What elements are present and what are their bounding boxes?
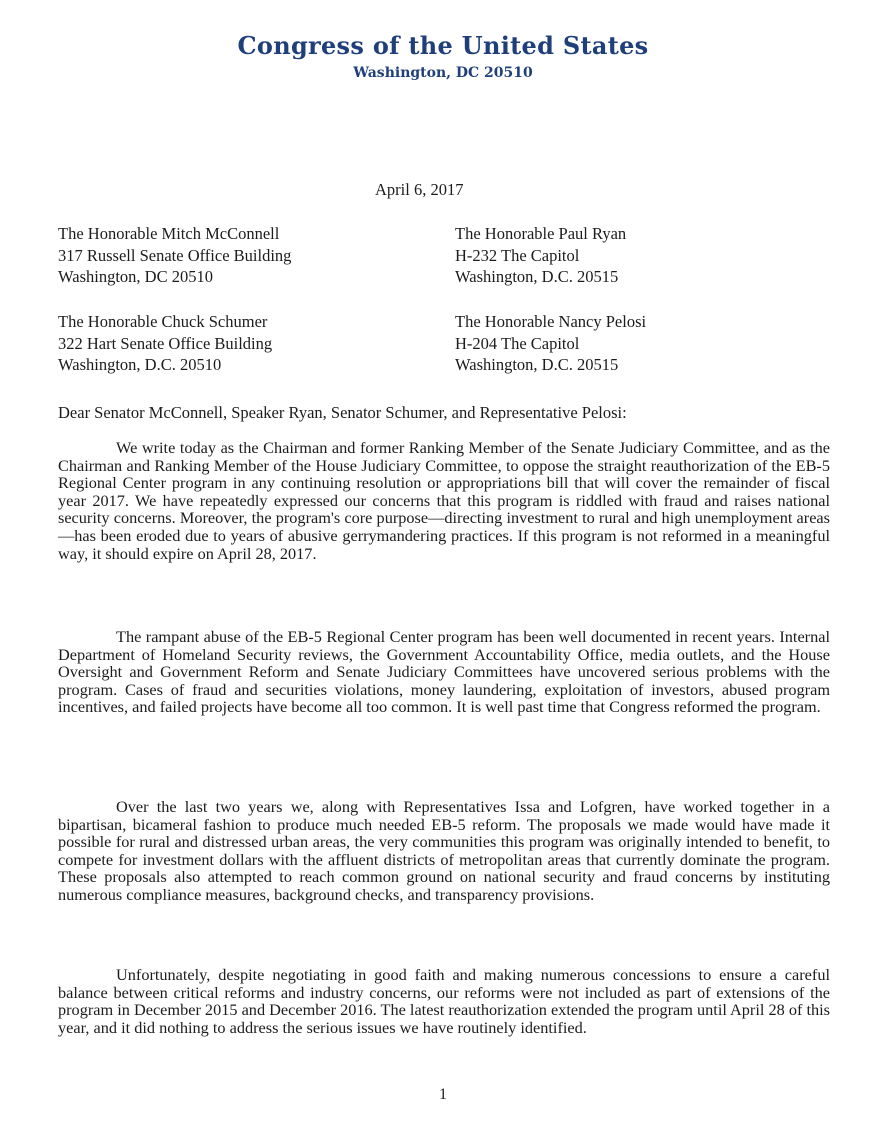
page-number: 1 bbox=[439, 1086, 447, 1103]
recipient-address: H-204 The Capitol bbox=[455, 333, 580, 353]
recipient-block-schumer bbox=[58, 311, 272, 376]
recipient-city: Washington, D.C. 20515 bbox=[455, 355, 619, 374]
recipient-name: The Honorable Nancy Pelosi bbox=[455, 312, 647, 331]
recipient-name: The Honorable Paul Ryan bbox=[455, 224, 627, 243]
recipient-city: Washington, DC 20510 bbox=[58, 267, 213, 286]
letter-date: April 6, 2017 bbox=[375, 180, 464, 199]
salutation: Dear Senator McConnell, Speaker Ryan, Senator Schumer, and Representative Pelosi: bbox=[58, 403, 627, 422]
recipient-city: Washington, D.C. 20510 bbox=[58, 355, 222, 374]
recipient-name: The Honorable Chuck Schumer bbox=[58, 312, 268, 331]
letterhead-subtitle: Washington, DC 20510 bbox=[353, 65, 533, 81]
body-paragraph-4: Unfortunately, despite negotiating in good faith and making numerous concessions to ensure a careful balance between critical reforms and industry concerns, our reforms were not included as part of extensions of the program in December 2015 and December 2016. The latest reauthorization extended the program until April 28 of this year, and it did nothing to address the serious issues we have routinely identified. bbox=[58, 965, 830, 1037]
recipient-city: Washington, D.C. 20515 bbox=[455, 267, 619, 286]
letterhead bbox=[0, 30, 886, 84]
body-paragraph-1: We write today as the Chairman and former Ranking Member of the Senate Judiciary Committee, and as the Chairman and Ranking Member of the House Judiciary Committee, to oppose the straight reauthorization of the EB-5 Regional Center program in any continuing resolution or appropriations bill that will cover the remainder of fiscal year 2017. We have repeatedly expressed our concerns that this program is riddled with fraud and raises national security concerns. Moreover, the program's core purpose—directing investment to rural and high unemployment areas—has been eroded due to years of abusive gerrymandering practices. If this program is not reformed in a meaningful way, it should expire on April 28, 2017. bbox=[58, 438, 830, 563]
recipient-name: The Honorable Mitch McConnell bbox=[58, 224, 280, 243]
recipient-block-mcconnell bbox=[58, 223, 291, 288]
body-paragraph-2: The rampant abuse of the EB-5 Regional Center program has been well documented in recent years. Internal Department of Homeland Security reviews, the Government Accountability Office, media outlets, and the House Oversight and Government Reform and Senate Judiciary Committees have uncovered serious problems with the program. Cases of fraud and securities violations, money laundering, exploitation of investors, abused program incentives, and failed projects have become all too common. It is well past time that Congress reformed the program. bbox=[58, 627, 830, 717]
recipient-block-pelosi bbox=[455, 311, 646, 376]
recipient-address: 322 Hart Senate Office Building bbox=[58, 333, 273, 353]
recipient-block-ryan bbox=[455, 223, 626, 288]
letterhead-title: Congress of the United States bbox=[237, 31, 649, 60]
recipient-address: H-232 The Capitol bbox=[455, 245, 580, 265]
body-paragraph-3: Over the last two years we, along with Representatives Issa and Lofgren, have worked together in a bipartisan, bicameral fashion to produce much needed EB-5 reform. The proposals we made would have made it possible for rural and distressed urban areas, the very communities this program was originally intended to benefit, to compete for investment dollars with the affluent districts of metropolitan areas that currently dominate the program. These proposals also attempted to reach common ground on national security and fraud concerns by instituting numerous compliance measures, background checks, and transparency provisions. bbox=[58, 797, 830, 904]
recipient-address: 317 Russell Senate Office Building bbox=[58, 245, 292, 265]
